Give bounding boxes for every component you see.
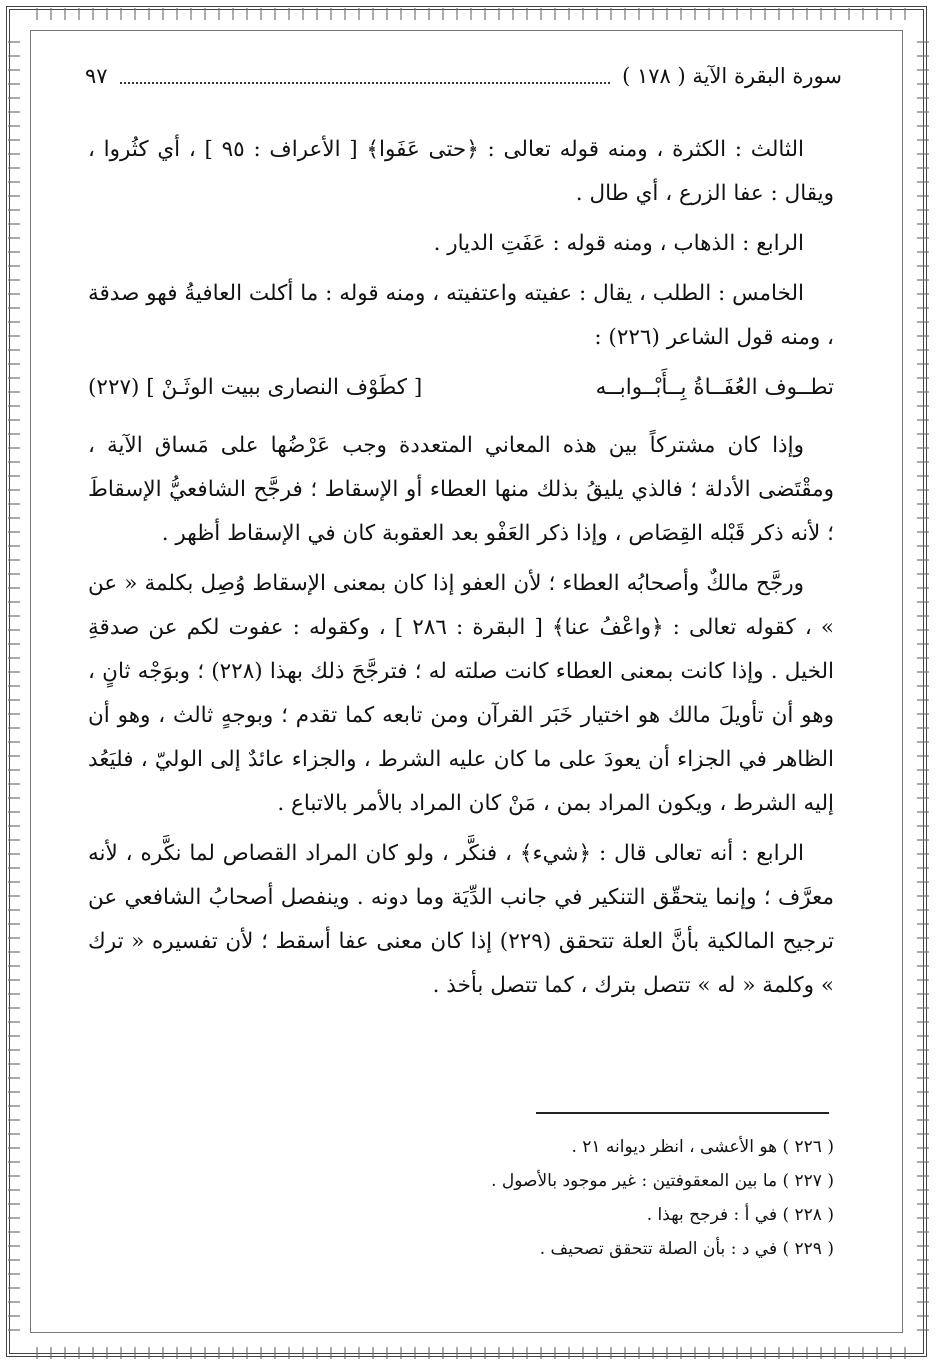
ornament-bottom bbox=[30, 1347, 907, 1359]
verse-first-hemistich: تطــوف العُفَــاةُ بِــأَبْــوابــه bbox=[595, 375, 834, 400]
footnote-228: ( ٢٢٨ ) في أ : فرجح بهذا . bbox=[646, 1205, 834, 1225]
paragraph-fourth-meaning: الرابع : الذهاب ، ومنه قوله : عَفَتِ الديار . bbox=[433, 231, 804, 256]
running-header bbox=[85, 60, 842, 92]
paragraph-fourth-argument: الرابع : أنه تعالى قال : ﴿شيء﴾ ، فنكَّر ، ولو كان المراد القصاص لما نكَّره ، لأنه معرَّف ؛ وإنما يتحقّق التنكير في جانب الدِّيَة وما دونه . وينفصل أصحابُ الشافعي عن ترجيح المالكية بأنَّ العلة تتحقق (٢٢٩) إذا كان معنى عفا أسقط ؛ لأن تفسيره « ترك » وكلمة « له » تتصل بترك ، كما تتصل بأخذ . bbox=[88, 841, 835, 998]
footnote-229: ( ٢٢٩ ) في د : بأن الصلة تتحقق تصحيف . bbox=[539, 1239, 834, 1259]
footnote-226: ( ٢٢٦ ) هو الأعشى ، انظر ديوانه ٢١ . bbox=[571, 1137, 834, 1157]
footnotes bbox=[250, 1130, 834, 1266]
paragraph-third-meaning: الثالث : الكثرة ، ومنه قوله تعالى : ﴿حتى عَفَوا﴾ [ الأعراف : ٩٥ ] ، أي كثُروا ، ويقال : عفا الزرع ، أي طال . bbox=[88, 137, 834, 206]
ornament-top bbox=[30, 8, 907, 20]
page-number: ٩٧ bbox=[85, 64, 108, 88]
header-title: سورة البقرة الآية ( ١٧٨ ) bbox=[622, 64, 842, 88]
paragraph-malik-preference: ورجَّح مالكٌ وأصحابُه العطاء ؛ لأن العفو إذا كان بمعنى الإسقاط وُصِل بكلمة « عن » ، كقوله تعالى : ﴿واعْفُ عنا﴾ [ البقرة : ٢٨٦ ] ، وكقوله : عفوت لكم عن صدقةِ الخيل . وإذا كانت بمعنى العطاء كانت صلته له ؛ فترجَّحَ ذلك بهذا (٢٢٨) ؛ وبوَجْه ثانٍ ، وهو أن تأويلَ مالك هو اختيار خَبَر القرآن ومن تابعه كما تقدم ؛ وبوجهٍ ثالث ، وهو أن الظاهر في الجزاء أن يعودَ على ما كان عليه الشرط ، والجزاء عائدٌ إلى الوليّ ، فليَعُد إليه الشرط ، ويكون المراد بمن ، مَنْ كان المراد بالأمر بالاتباع . bbox=[88, 571, 834, 816]
footnote-separator bbox=[536, 1112, 829, 1114]
main-text bbox=[88, 128, 834, 1014]
header-leader-dots bbox=[120, 68, 611, 84]
paragraph-shared-meaning: وإذا كان مشتركاً بين هذه المعاني المتعددة وجب عَرْضُها على مَساق الآية ، ومقْتَضى الأدلة ؛ فالذي يليقُ بذلك منها العطاء أو الإسقاط ؛ فرجَّح الشافعيُّ الإسقاطَ ؛ لأنه ذكر قَبْله القِصَاص ، وإذا ذكر العَفْو بعد العقوبة كان في الإسقاط أظهر . bbox=[88, 433, 834, 546]
ornament-left bbox=[8, 30, 20, 1337]
ornament-right bbox=[917, 30, 929, 1337]
verse-second-hemistich: [ كطَوْف النصارى ببيت الوثَـنْ ] (٢٢٧) bbox=[88, 375, 423, 400]
footnote-227: ( ٢٢٧ ) ما بين المعقوفتين : غير موجود بالأصول . bbox=[491, 1171, 834, 1191]
paragraph-fifth-meaning: الخامس : الطلب ، يقال : عفيته واعتفيته ، ومنه قوله : ما أكلت العافيةُ فهو صدقة ، ومنه قول الشاعر (٢٢٦) : bbox=[88, 281, 834, 350]
poetry-verse bbox=[88, 366, 834, 410]
